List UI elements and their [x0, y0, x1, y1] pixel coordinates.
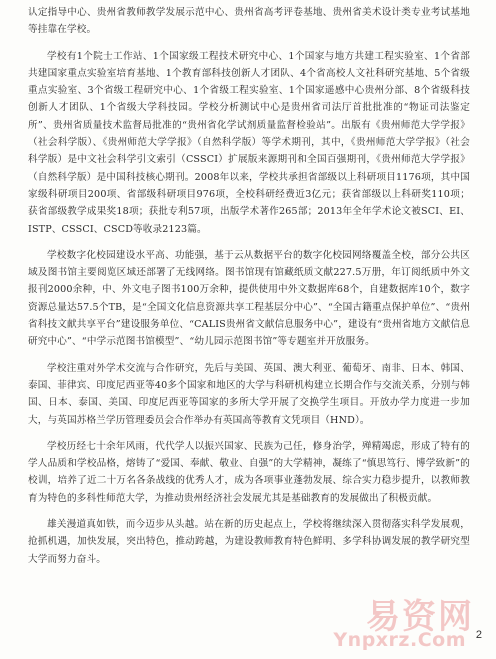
paragraph-6: 雄关漫道真如铁，而今迈步从头越。站在新的历史起点上，学校将继续深入贯彻落实科学发展观，抢抓机遇，加快发展，突出特色，推动跨越，为建设教师教育特色鲜明、多学科协调发展的教学研究型大学而努力奋斗。 [28, 519, 470, 565]
paragraph-2: 学校有1个院士工作站、1个国家级工程技术研究中心、1个国家与地方共建工程实验室、1个省部共建国家重点实验室培育基地、1个教育部科技创新人才团队、4个省高校人文社科研究基地、5个省级重点实验室、3个省级工程研究中心、1个省级工程实验室、1个国家遥感中心贵州分部、8个省级科技创新人才团队、1个省级大学科技园。学校分析测试中心是贵州省司法厅首批批准的“物证司法鉴定所”、贵州省质量技术监督局批准的“贵州省化学试剂质量监督检验站”。出版有《贵州师范大学学报》（社会科学版）、《贵州师范大学学报》（自然科学版）等学术期刊，其中，《贵州师范大学学报》（社会科学版）是中文社会科学引文索引（CSSCI）扩展版来源期刊和全国百强期刊，《贵州师范大学学报》（自然科学版）是中国科技核心期刊。2008年以来，学校共承担省部级以上科研项目1176项，其中国家级科研项目200项、省部级科研项目976项，全校科研经费近3亿元；获省部级以上科研奖110项；获省部级教学成果奖18项；获批专利57项，出版学术著作265部；2013年全年学术论文被SCI、EI、ISTP、CSSCI、CSCD等收录2123篇。 [28, 50, 470, 235]
watermark [324, 589, 474, 651]
paragraph-3: 学校数字化校园建设水平高、功能强，基于云从数据平台的数字化校园网络覆盖全校，部分公共区域及图书馆主要阅览区域还部署了无线网络。图书馆现有馆藏纸质文献227.5万册，年订阅纸质中外文报刊2000余种，中、外文电子图书100万余种，提供使用中外文数据库68个，自建数据库10个，数字资源总量达57.5个TB，是“全国文化信息资源共享工程基层分中心”、“全国古籍重点保护单位”、“贵州省科技文献共享平台”建设服务单位、“CALIS贵州省文献信息服务中心”，建设有“贵州省地方文献信息研究中心”、“中学示范图书馆模型”、“幼儿园示范图书馆”等专题室并开放服务。 [28, 249, 470, 348]
paragraph-4: 学校注重对外学术交流与合作研究，先后与美国、英国、澳大利亚、葡萄牙、南非、日本、韩国、泰国、菲律宾、印度尼西亚等40多个国家和地区的大学与科研机构建立长期合作与交流关系，分别与韩国、日本、泰国、美国、印度尼西亚等国家的多所大学开展了交换学生项目。开放办学力度进一步加大，与英国苏格兰学历管理委员会合作举办有英国高等教育文凭项目（HND）。 [28, 362, 470, 426]
watermark-text: 易资网 [366, 597, 474, 637]
paragraph-5: 学校历经七十余年风雨，代代学人以振兴国家、民族为己任，修身治学，殚精竭虑，形成了特有的学人品质和学校品格，熔铸了“爱国、奉献、敬业、自强”的大学精神，凝练了“慎思笃行、博学致新”的校训，培养了近二十万名各条战线的优秀人才，成为各项事业蓬勃发展、综合实力稳步提升，以教师教育为特色的多科性师范大学，为推动贵州经济社会发展尤其是基础教育的发展做出了积极贡献。 [28, 440, 470, 504]
document-page [28, 4, 470, 577]
page-number: 2 [475, 629, 482, 641]
watermark-url: Ynpxrz.Com [333, 629, 466, 651]
paragraph-1: 认定指导中心、贵州省教师教学发展示范中心、贵州省高考评卷基地、贵州省美术设计类专业考试基地等挂靠在学校。 [28, 7, 470, 36]
